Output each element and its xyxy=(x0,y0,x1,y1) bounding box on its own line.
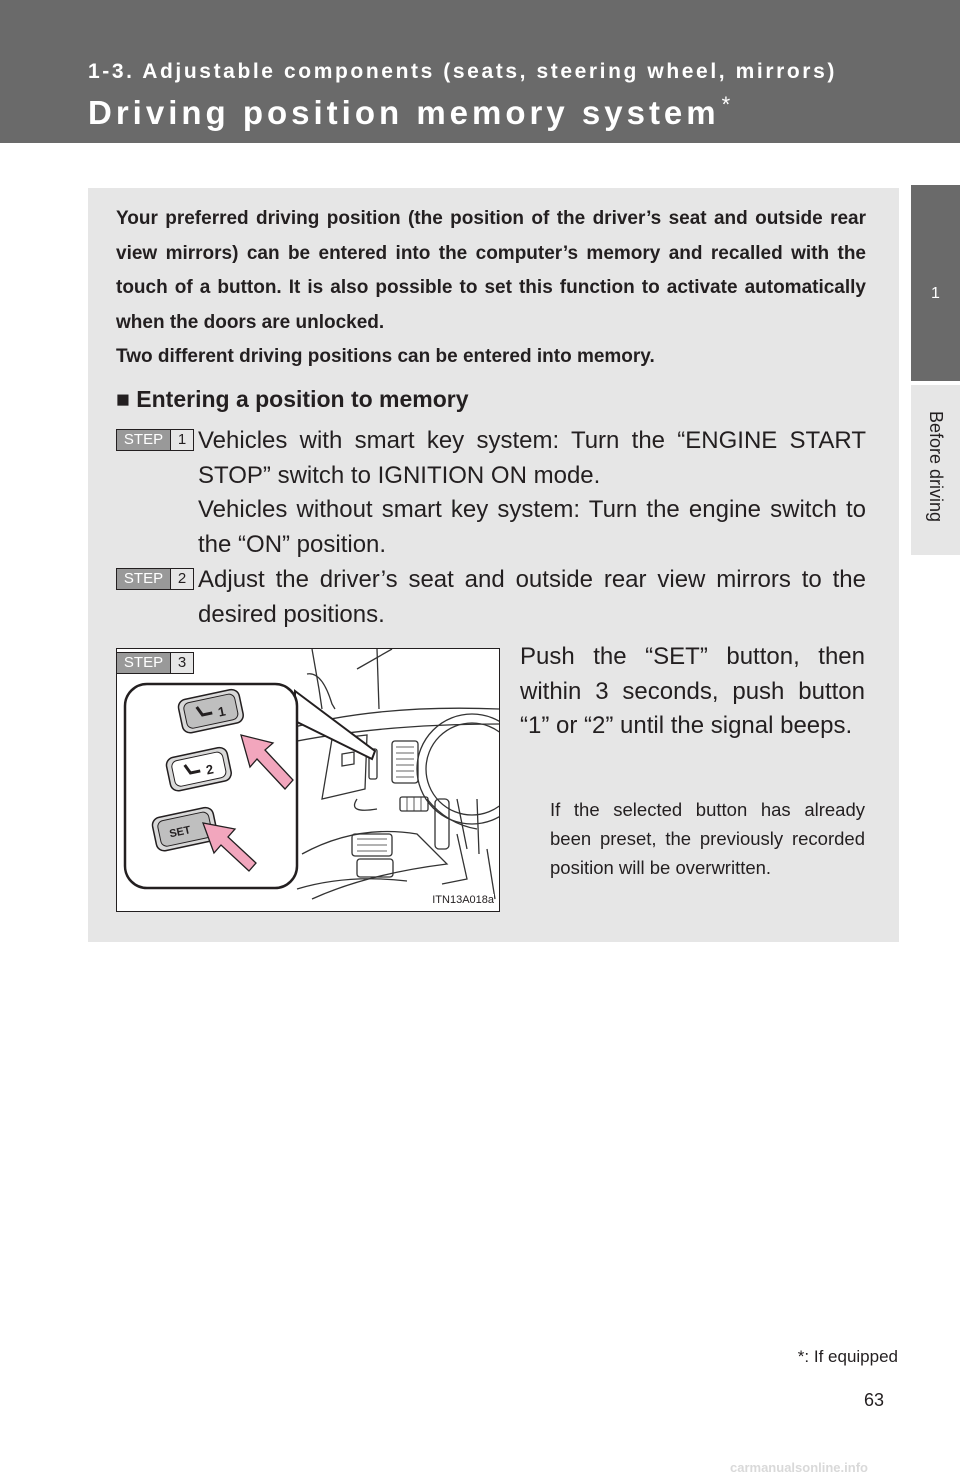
memory-button-2-label: 2 xyxy=(204,761,215,778)
figure-code: ITN13A018a xyxy=(432,894,494,906)
step-3-note: If the selected button has already been preset, the previously recorded position will be overwritten. xyxy=(550,799,865,878)
set-button-label: SET xyxy=(168,824,192,841)
subheading: ■ Entering a position to memory xyxy=(116,386,469,412)
step-line: Adjust the driver’s seat and outside rear view mirrors to the desired positions. xyxy=(198,566,866,628)
step-label: STEP xyxy=(117,569,170,589)
page-header xyxy=(0,0,960,143)
page-title xyxy=(88,92,730,132)
step-number: 2 xyxy=(170,569,193,589)
memory-buttons-illustration xyxy=(116,648,500,912)
step-label: STEP xyxy=(117,430,170,450)
watermark: carmanualsonline.info xyxy=(730,1460,868,1475)
chapter-label: Before driving xyxy=(926,411,946,523)
intro-paragraph: Two different driving positions can be entered into memory. xyxy=(116,346,655,367)
section-title: 1-3. Adjustable components (seats, steering wheel, mirrors) xyxy=(88,60,837,83)
callout-pointer xyxy=(295,691,375,759)
if-equipped-mark: * xyxy=(721,92,731,117)
step-1-badge xyxy=(116,429,194,451)
step-1-text xyxy=(198,424,866,562)
step-2-text xyxy=(198,563,866,632)
step-3-badge xyxy=(116,652,194,674)
page-title-text: Driving position memory system xyxy=(88,94,720,131)
step-line: Vehicles without smart key system: Turn the engine switch to the “ON” position. xyxy=(198,496,866,558)
step-label: STEP xyxy=(117,653,170,673)
page-number: 63 xyxy=(863,1390,884,1410)
step-3-text: Push the “SET” button, then within 3 seconds, push button “1” or “2” until the signal beeps. xyxy=(520,643,865,739)
intro-text xyxy=(116,202,866,375)
step-number: 3 xyxy=(170,653,193,673)
step-number: 1 xyxy=(170,430,193,450)
intro-paragraph: Your preferred driving position (the position of the driver’s seat and outside rear view mirrors) can be entered into the computer’s memory and recalled with the touch of a button. It is also possible to set this function to activate automatically when the doors are unlocked. xyxy=(116,208,866,333)
step-line: Vehicles with smart key system: Turn the “ENGINE START STOP” switch to IGNITION ON mode. xyxy=(198,427,866,489)
chapter-tab xyxy=(911,185,960,381)
footnote-text: : If equipped xyxy=(804,1347,898,1366)
footnote xyxy=(798,1347,898,1367)
dashboard-drawing xyxy=(282,649,499,899)
step-2-badge xyxy=(116,568,194,590)
illustration-svg xyxy=(117,649,499,911)
footnote-mark: * xyxy=(797,1347,805,1366)
memory-button-1-label: 1 xyxy=(216,703,227,720)
chapter-number: 1 xyxy=(931,285,940,302)
